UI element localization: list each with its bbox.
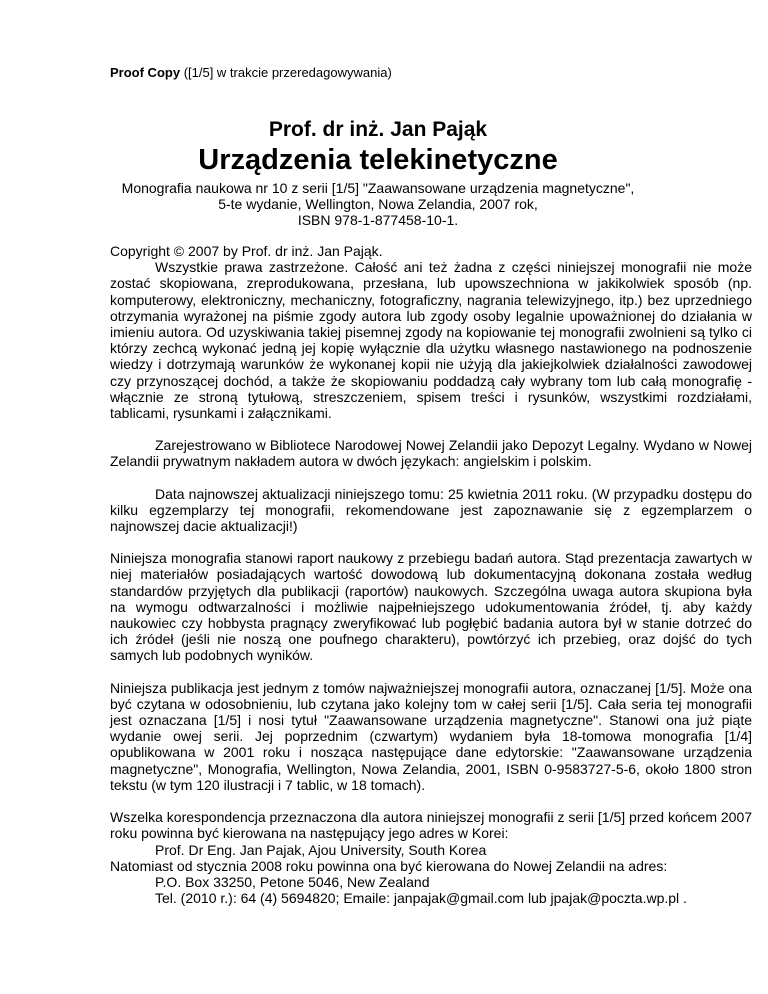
contact-line: Tel. (2010 r.): 64 (4) 5694820; Emaile: janpajak@gmail.com lub jpajak@poczta.wp.pl . <box>155 890 687 907</box>
new-zealand-intro: Natomiast od stycznia 2008 roku powinna ona być kierowana do Nowej Zelandii na adres: <box>110 857 668 874</box>
author-name: Prof. dr inż. Jan Pająk <box>268 118 488 141</box>
document-title: Urządzenia telekinetyczne <box>198 144 558 176</box>
proof-copy-label: Proof Copy <box>110 65 181 80</box>
proof-copy-note: ([1/5] w trakcie przeredagowywania) <box>183 65 392 80</box>
report-paragraph: Niniejsza monografia stanowi raport naukowy z przebiegu badań autora. Stąd prezentacja zawartych w niej materiałów posiadających wartość dowodową lub dokumentacyjną dokonana została według standardów przyjętych dla publikacji (raportów) naukowych. Szczególna uwaga autora skupiona była na wymogu odtwarzalności i możliwie najpełniejszego udokumentowania źródeł, tj. aby każdy naukowiec czy hobbysta pragnący zweryfikować lub pogłębić badania autora był w stanie dotrzeć do ich źródeł (jeśli nie noszą one poufnego charakteru), powtórzyć ich przebieg, oraz dojść do tych samych lub podobnych wyników. <box>110 550 752 664</box>
correspondence-paragraph: Wszelka korespondencja przeznaczona dla autora niniejszej monografii z serii [1/5] przed końcem 2007 roku powinna być kierowana na następujący jego adres w Korei: <box>110 809 753 842</box>
copyright-line: Copyright © 2007 by Prof. dr inż. Jan Pająk. <box>110 243 383 259</box>
publication-info <box>110 180 646 228</box>
document-body <box>110 243 752 906</box>
publication-info-line: Monografia naukowa nr 10 z serii [1/5] "Zaawansowane urządzenia magnetyczne", <box>121 180 635 196</box>
series-paragraph: Niniejsza publikacja jest jednym z tomów najważniejszej monografii autora, oznaczanej [1/5]. Może ona być czytana w odosobnieniu, lub czytana jako kolejny tom w całej serii [1/5]. Cała seria tej monografii jest oznaczana [1/5] i nosi tytuł "Zaawansowane urządzenia magnetyczne". Stanowi ona już piąte wydanie owej serii. Jej poprzednim (czwartym) wydaniem była 18-tomowa monografia [1/4] opublikowana w 2001 roku i nosząca następujące dane edytorskie: "Zaawansowane urządzenia magnetyczne", Monografia, Wellington, Nowa Zelandia, 2001, ISBN 0-9583727-5-6, około 1800 stron tekstu (w tym 120 ilustracji i 7 tablic, w 18 tomach). <box>110 679 752 793</box>
proof-copy-header <box>110 65 392 81</box>
publication-info-line: ISBN 978-1-877458-10-1. <box>297 212 459 228</box>
publication-info-line: 5-te wydanie, Wellington, Nowa Zelandia, 2007 rok, <box>218 196 538 212</box>
new-zealand-address: P.O. Box 33250, Petone 5046, New Zealand <box>155 873 430 890</box>
registration-paragraph: Zarejestrowano w Bibliotece Narodowej Nowej Zelandii jako Depozyt Legalny. Wydano w Nowej Zelandii prywatnym nakładem autora w dwóch językach: angielskim i polskim. <box>110 437 752 470</box>
rights-paragraph: Wszystkie prawa zastrzeżone. Całość ani też żadna z części niniejszej monografii nie może zostać skopiowana, zreprodukowana, przesłana, lub upowszechniona w jakikolwiek sposób (np. komputerowy, elektroniczny, mechaniczny, fotograficzny, nagrania telewizyjnego, itp.) bez uprzedniego otrzymania wyrażonej na piśmie zgody autora lub zgody osoby legalnie upoważnionej do działania w imieniu autora. Od uzyskiwania takiej pisemnej zgody na kopiowanie tej monografii zwolnieni są tylko ci którzy zechcą wykonać jedną jej kopię wyłącznie dla użytku własnego nastawionego na podnoszenie wiedzy i dotrzymają warunków że wykonanej kopii nie użyją dla jakiejkolwiek działalności zawodowej czy przynoszącej dochód, a także że skopiowaniu poddadzą cały wybrany tom lub całą monografię - włącznie ze stroną tytułową, streszczeniem, spisem treści i rysunków, wszystkimi rozdziałami, tablicami, rysunkami i załącznikami. <box>110 259 752 422</box>
update-paragraph: Data najnowszej aktualizacji niniejszego tomu: 25 kwietnia 2011 roku. (W przypadku dostępu do kilku egzemplarzy tej monografii, rekomendowane jest zapoznawanie się z egzemplarzem o najnowszej dacie aktualizacji!) <box>110 485 752 535</box>
korea-address: Prof. Dr Eng. Jan Pajak, Ajou University, South Korea <box>155 841 487 858</box>
